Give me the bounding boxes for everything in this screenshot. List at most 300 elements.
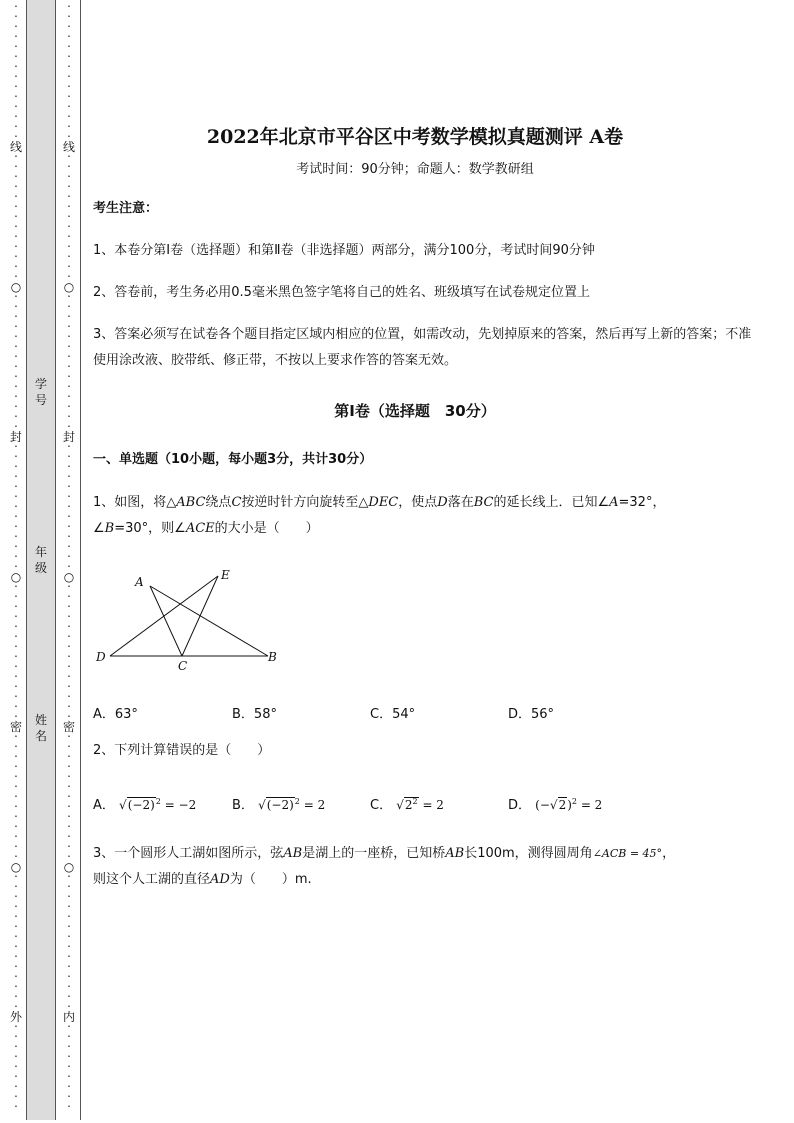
q2-option-b: [232, 794, 325, 813]
inner-margin-dot: •: [67, 1064, 71, 1070]
q3-text: ，: [662, 846, 676, 861]
outer-margin-dot: •: [14, 1104, 18, 1110]
inner-margin-dot: •: [67, 424, 71, 430]
outer-margin-dot: •: [14, 494, 18, 500]
question-3: [93, 841, 753, 893]
outer-margin-dot: •: [14, 104, 18, 110]
inner-margin-dot: •: [67, 394, 71, 400]
outer-margin-dot: •: [14, 154, 18, 160]
inner-margin-dot: •: [67, 904, 71, 910]
outer-margin-dot: •: [14, 244, 18, 250]
inner-margin-label: 密: [62, 720, 75, 734]
outer-margin-dot: •: [14, 394, 18, 400]
outer-margin-dot: •: [14, 564, 18, 570]
outer-margin-dot: •: [14, 64, 18, 70]
outer-margin-dot: •: [14, 274, 18, 280]
outer-margin-dot: •: [14, 674, 18, 680]
outer-margin-dot: •: [14, 174, 18, 180]
outer-margin-dot: •: [14, 684, 18, 690]
inner-margin-label: ○: [63, 860, 75, 874]
outer-margin-dot: •: [14, 974, 18, 980]
inner-margin-label: ○: [63, 570, 75, 584]
inner-margin-dot: •: [67, 804, 71, 810]
inner-margin-label: 内: [62, 1010, 75, 1024]
inner-margin-dot: •: [67, 64, 71, 70]
inner-margin-dot: •: [67, 924, 71, 930]
inner-margin-dot: •: [67, 554, 71, 560]
outer-margin-dot: •: [14, 894, 18, 900]
inner-margin-dot: •: [67, 474, 71, 480]
inner-margin-dot: •: [67, 44, 71, 50]
outer-margin-dot: •: [14, 304, 18, 310]
q1-var: A: [609, 495, 619, 510]
outer-margin-dot: •: [14, 214, 18, 220]
q3-text: 则这个人工湖的直径: [93, 872, 211, 887]
q2-radicand: 2: [558, 798, 567, 812]
outer-margin-dot: •: [14, 794, 18, 800]
inner-margin-dot: •: [67, 74, 71, 80]
inner-margin-dot: •: [67, 484, 71, 490]
outer-margin-dot: •: [14, 34, 18, 40]
notice-item-2: 2、答卷前，考生务必用0.5毫米黑色签字笔将自己的姓名、班级填写在试卷规定位置上: [93, 285, 590, 300]
q2-expression: $√2^2 = 2$: [396, 797, 444, 812]
q1-var: ACE: [185, 521, 215, 536]
inner-margin-dot: •: [67, 884, 71, 890]
inner-margin-dot: •: [67, 194, 71, 200]
q3-var: AD: [210, 872, 230, 887]
inner-margin-dot: •: [67, 154, 71, 160]
outer-margin-dot: •: [14, 924, 18, 930]
inner-margin-dot: •: [67, 934, 71, 940]
outer-margin-dot: •: [14, 84, 18, 90]
inner-margin-dot: •: [67, 1054, 71, 1060]
q2-radicand: [404, 797, 419, 812]
q2-option-label: C．: [370, 798, 393, 813]
inner-margin-dot: •: [67, 614, 71, 620]
q3-text: 3、一个圆形人工湖如图所示，弦: [93, 846, 284, 861]
outer-margin-dot: •: [14, 204, 18, 210]
inner-margin-dot: •: [67, 974, 71, 980]
notice-heading: 考生注意：: [93, 201, 159, 216]
inner-margin-dot: •: [67, 34, 71, 40]
outer-margin-dot: •: [14, 94, 18, 100]
q1-text: 的延长线上．已知∠: [493, 495, 610, 510]
outer-margin-dot: •: [14, 624, 18, 630]
q3-text: 长100m，测得圆周角: [464, 846, 593, 861]
inner-margin-dot: •: [67, 324, 71, 330]
outer-margin-dot: •: [14, 914, 18, 920]
inner-margin-dot: •: [67, 4, 71, 10]
inner-margin-dot: •: [67, 704, 71, 710]
inner-margin-dot: •: [67, 834, 71, 840]
outer-margin-dot: •: [14, 1094, 18, 1100]
inner-margin-dot: •: [67, 414, 71, 420]
inner-margin-dot: •: [67, 344, 71, 350]
outer-margin-dot: •: [14, 134, 18, 140]
outer-margin-dot: •: [14, 734, 18, 740]
figure-label-d: D: [96, 650, 106, 664]
outer-margin-dot: •: [14, 4, 18, 10]
q2-expression: $√(-2)^2 = -2$: [119, 797, 197, 812]
outer-margin-dot: •: [14, 584, 18, 590]
q2-result: = 2: [303, 798, 326, 812]
q1-text: 按逆时针方向旋转至△: [241, 495, 369, 510]
figure-label-e: E: [221, 568, 230, 582]
q3-text: 是湖上的一座桥，已知桥: [302, 846, 446, 861]
outer-margin-label: ○: [10, 570, 22, 584]
q2-exponent: 2: [412, 797, 418, 806]
outer-margin-dot: •: [14, 814, 18, 820]
outer-margin-dot: •: [14, 264, 18, 270]
outer-margin-dot: •: [14, 714, 18, 720]
q1-text: 的大小是（ ）: [214, 521, 319, 536]
q2-radicand: (−2): [127, 798, 155, 812]
inner-margin-dot: •: [67, 744, 71, 750]
inner-margin-dot: •: [67, 354, 71, 360]
section-title: 第I卷（选择题 30分）: [334, 402, 496, 420]
inner-margin-dot: •: [67, 994, 71, 1000]
part-title: 一、单选题（10小题，每小题3分，共计30分）: [93, 452, 373, 467]
outer-margin-dot: •: [14, 294, 18, 300]
inner-margin-dot: •: [67, 304, 71, 310]
q1-text: ∠: [93, 521, 105, 536]
outer-margin-dot: •: [14, 844, 18, 850]
outer-margin-dot: •: [14, 944, 18, 950]
field-name: 姓名: [34, 713, 47, 743]
inner-margin-dot: •: [67, 814, 71, 820]
inner-margin-dot: •: [67, 314, 71, 320]
inner-margin-dot: •: [67, 404, 71, 410]
inner-margin-dot: •: [67, 464, 71, 470]
inner-margin-dot: •: [67, 224, 71, 230]
outer-margin-dot: •: [14, 554, 18, 560]
inner-margin-dot: •: [67, 384, 71, 390]
q1-var: BC: [473, 495, 494, 510]
outer-margin-dot: •: [14, 464, 18, 470]
inner-margin-dot: •: [67, 584, 71, 590]
inner-margin-dot: •: [67, 854, 71, 860]
outer-margin-dot: •: [14, 544, 18, 550]
inner-margin-dot: •: [67, 504, 71, 510]
inner-margin-dot: •: [67, 24, 71, 30]
outer-margin-label: ○: [10, 280, 22, 294]
inner-margin-dot: •: [67, 134, 71, 140]
inner-margin-dot: •: [67, 604, 71, 610]
notice-item-1: 1、本卷分第I卷（选择题）和第Ⅱ卷（非选择题）两部分，满分100分，考试时间90分钟: [93, 243, 595, 258]
outer-margin-label: 外: [9, 1010, 22, 1024]
inner-margin-dot: •: [67, 684, 71, 690]
figure-label-b: B: [268, 650, 277, 664]
q1-option-d: D．56°: [508, 707, 555, 722]
q1-var: ABC: [176, 495, 206, 510]
question-1: [93, 490, 753, 542]
outer-margin-dot: •: [14, 74, 18, 80]
exam-title: 2022年北京市平谷区中考数学模拟真题测评 A卷: [206, 126, 624, 148]
inner-dotted-line: [60, 0, 78, 1123]
outer-margin-dot: •: [14, 344, 18, 350]
outer-margin-dot: •: [14, 184, 18, 190]
outer-margin-dot: •: [14, 54, 18, 60]
outer-margin-dot: •: [14, 1084, 18, 1090]
inner-margin-dot: •: [67, 454, 71, 460]
outer-margin-label: 线: [9, 140, 22, 154]
inner-margin-dot: •: [67, 94, 71, 100]
inner-margin-dot: •: [67, 714, 71, 720]
inner-margin-dot: •: [67, 674, 71, 680]
inner-margin-dot: •: [67, 644, 71, 650]
q3-text: 为（ ）m.: [229, 872, 312, 887]
outer-margin-dot: •: [14, 1024, 18, 1030]
q2-exponent: 2: [571, 797, 577, 806]
outer-margin-dot: •: [14, 744, 18, 750]
field-student-id: 学号: [34, 377, 47, 407]
q1-text: =32°，: [618, 495, 666, 510]
outer-margin-dot: •: [14, 754, 18, 760]
q2-result: = −2: [164, 798, 197, 812]
q2-exponent: 2: [155, 797, 161, 806]
outer-margin-dot: •: [14, 234, 18, 240]
inner-margin-dot: •: [67, 1034, 71, 1040]
outer-margin-dot: •: [14, 504, 18, 510]
outer-margin-dot: •: [14, 354, 18, 360]
q2-result: = 2: [580, 798, 603, 812]
q1-option-a: A．63°: [93, 707, 138, 722]
outer-margin-dot: •: [14, 934, 18, 940]
inner-margin-dot: •: [67, 774, 71, 780]
inner-margin-label: 线: [62, 140, 75, 154]
q3-angle: ∠ACB = 45°: [592, 847, 663, 860]
outer-margin-dot: •: [14, 124, 18, 130]
outer-margin-dot: •: [14, 654, 18, 660]
inner-margin-dot: •: [67, 1044, 71, 1050]
outer-margin-dot: •: [14, 404, 18, 410]
q1-var: B: [104, 521, 115, 536]
outer-margin-dot: •: [14, 834, 18, 840]
outer-margin-dot: •: [14, 984, 18, 990]
outer-margin-dot: •: [14, 194, 18, 200]
inner-margin-dot: •: [67, 1094, 71, 1100]
outer-dotted-line: [7, 0, 25, 1123]
outer-margin-dot: •: [14, 634, 18, 640]
figure-label-a: A: [135, 575, 144, 589]
outer-margin-dot: •: [14, 964, 18, 970]
binding-margin: [0, 0, 82, 1123]
q2-radicand-base: 2: [404, 798, 413, 812]
q1-var: C: [231, 495, 242, 510]
inner-margin-dot: •: [67, 294, 71, 300]
inner-margin-dot: •: [67, 1084, 71, 1090]
q2-paren-close: ): [567, 798, 572, 812]
outer-margin-dot: •: [14, 874, 18, 880]
outer-margin-label: ○: [10, 860, 22, 874]
inner-margin-dot: •: [67, 444, 71, 450]
inner-margin-dot: •: [67, 274, 71, 280]
q2-option-d: [508, 794, 602, 813]
outer-margin-dot: •: [14, 1034, 18, 1040]
inner-margin-dot: •: [67, 874, 71, 880]
inner-margin-dot: •: [67, 954, 71, 960]
outer-margin-dot: •: [14, 164, 18, 170]
inner-margin-dot: •: [67, 114, 71, 120]
outer-margin-dot: •: [14, 454, 18, 460]
outer-margin-label: 封: [9, 430, 22, 444]
inner-margin-dot: •: [67, 784, 71, 790]
q1-text: ，使点: [398, 495, 438, 510]
outer-margin-dot: •: [14, 44, 18, 50]
inner-margin-dot: •: [67, 1024, 71, 1030]
inner-margin-dot: •: [67, 184, 71, 190]
outer-margin-dot: •: [14, 534, 18, 540]
q2-result: = 2: [422, 798, 444, 812]
inner-margin-dot: •: [67, 564, 71, 570]
outer-margin-dot: •: [14, 884, 18, 890]
inner-margin-dot: •: [67, 844, 71, 850]
outer-margin-dot: •: [14, 804, 18, 810]
outer-margin-dot: •: [14, 644, 18, 650]
outer-margin-dot: •: [14, 594, 18, 600]
q1-var: DEC: [368, 495, 399, 510]
outer-margin-dot: •: [14, 1054, 18, 1060]
outer-margin-dot: •: [14, 424, 18, 430]
outer-margin-dot: •: [14, 784, 18, 790]
outer-margin-dot: •: [14, 854, 18, 860]
figure-label-c: C: [178, 659, 188, 673]
q1-option-b: B．58°: [232, 707, 277, 722]
outer-margin-dot: •: [14, 514, 18, 520]
inner-margin-dot: •: [67, 1104, 71, 1110]
inner-margin-dot: •: [67, 334, 71, 340]
inner-margin-dot: •: [67, 754, 71, 760]
q1-option-c: C．54°: [370, 707, 416, 722]
inner-margin-dot: •: [67, 174, 71, 180]
inner-margin-dot: •: [67, 944, 71, 950]
inner-margin-dot: •: [67, 824, 71, 830]
inner-margin-dot: •: [67, 534, 71, 540]
outer-margin-dot: •: [14, 1004, 18, 1010]
outer-margin-dot: •: [14, 364, 18, 370]
outer-margin-dot: •: [14, 314, 18, 320]
outer-margin-dot: •: [14, 324, 18, 330]
q1-text: 绕点: [205, 495, 232, 510]
outer-margin-dot: •: [14, 14, 18, 20]
inner-margin-dot: •: [67, 104, 71, 110]
outer-margin-dot: •: [14, 694, 18, 700]
q3-var: AB: [445, 846, 465, 861]
q2-option-c: [370, 794, 444, 813]
outer-margin-dot: •: [14, 444, 18, 450]
inner-margin-dot: •: [67, 164, 71, 170]
inner-margin-dot: •: [67, 234, 71, 240]
inner-margin-dot: •: [67, 964, 71, 970]
outer-margin-dot: •: [14, 664, 18, 670]
outer-margin-dot: •: [14, 484, 18, 490]
inner-margin-dot: •: [67, 984, 71, 990]
inner-margin-dot: •: [67, 374, 71, 380]
outer-margin-dot: •: [14, 614, 18, 620]
q2-exponent: 2: [294, 797, 300, 806]
outer-margin-dot: •: [14, 824, 18, 830]
inner-margin-dot: •: [67, 524, 71, 530]
inner-margin-dot: •: [67, 664, 71, 670]
outer-margin-dot: •: [14, 524, 18, 530]
inner-margin-dot: •: [67, 14, 71, 20]
outer-margin-dot: •: [14, 604, 18, 610]
outer-margin-dot: •: [14, 1074, 18, 1080]
inner-margin-label: 封: [62, 430, 75, 444]
inner-margin-dot: •: [67, 254, 71, 260]
q2-option-label: B．: [232, 798, 254, 813]
q2-expression: $(-√2)^2 = 2$: [535, 797, 603, 812]
inner-margin-dot: •: [67, 54, 71, 60]
q3-var: AB: [283, 846, 303, 861]
q1-triangle-figure: [90, 564, 290, 676]
inner-margin-dot: •: [67, 624, 71, 630]
outer-margin-label: 密: [9, 720, 22, 734]
outer-margin-dot: •: [14, 334, 18, 340]
inner-margin-dot: •: [67, 124, 71, 130]
inner-margin-dot: •: [67, 84, 71, 90]
question-2: 2、下列计算错误的是（ ）: [93, 743, 271, 758]
q1-text: =30°，则∠: [114, 521, 186, 536]
outer-margin-dot: •: [14, 374, 18, 380]
exam-subtitle: 考试时间：90分钟；命题人：数学教研组: [296, 162, 534, 177]
outer-margin-dot: •: [14, 1044, 18, 1050]
q2-option-label: A．: [93, 798, 115, 813]
inner-margin-dot: •: [67, 204, 71, 210]
q1-text: 落在: [447, 495, 474, 510]
inner-margin-dot: •: [67, 694, 71, 700]
inner-margin-dot: •: [67, 1004, 71, 1010]
outer-margin-dot: •: [14, 414, 18, 420]
inner-margin-dot: •: [67, 764, 71, 770]
outer-margin-dot: •: [14, 994, 18, 1000]
outer-margin-dot: •: [14, 224, 18, 230]
outer-margin-dot: •: [14, 254, 18, 260]
inner-margin-dot: •: [67, 364, 71, 370]
inner-margin-dot: •: [67, 264, 71, 270]
notice-item-3: 3、答案必须写在试卷各个题目指定区域内相应的位置，如需改动，先划掉原来的答案，然后再写上新的答案；不准使用涂改液、胶带纸、修正带，不按以上要求作答的答案无效。: [93, 327, 752, 368]
outer-margin-dot: •: [14, 774, 18, 780]
q1-var: D: [437, 495, 448, 510]
outer-margin-dot: •: [14, 24, 18, 30]
inner-margin-dot: •: [67, 894, 71, 900]
inner-margin-dot: •: [67, 214, 71, 220]
inner-margin-dot: •: [67, 514, 71, 520]
q2-paren-open: (−: [535, 798, 550, 812]
q2-option-label: D．: [508, 798, 532, 813]
inner-margin-dot: •: [67, 734, 71, 740]
outer-margin-dot: •: [14, 704, 18, 710]
inner-margin-dot: •: [67, 544, 71, 550]
outer-margin-dot: •: [14, 954, 18, 960]
q1-text: 1、如图，将△: [93, 495, 177, 510]
q2-option-a: [93, 794, 196, 813]
inner-margin-dot: •: [67, 654, 71, 660]
outer-margin-dot: •: [14, 764, 18, 770]
inner-margin-dot: •: [67, 494, 71, 500]
inner-margin-dot: •: [67, 244, 71, 250]
q2-radicand: (−2): [266, 798, 294, 812]
outer-margin-dot: •: [14, 384, 18, 390]
inner-margin-dot: •: [67, 794, 71, 800]
inner-margin-dot: •: [67, 914, 71, 920]
inner-margin-label: ○: [63, 280, 75, 294]
inner-margin-dot: •: [67, 594, 71, 600]
outer-margin-dot: •: [14, 904, 18, 910]
q2-expression: $√(-2)^2 = 2$: [258, 797, 326, 812]
inner-margin-dot: •: [67, 634, 71, 640]
inner-margin-dot: •: [67, 1074, 71, 1080]
